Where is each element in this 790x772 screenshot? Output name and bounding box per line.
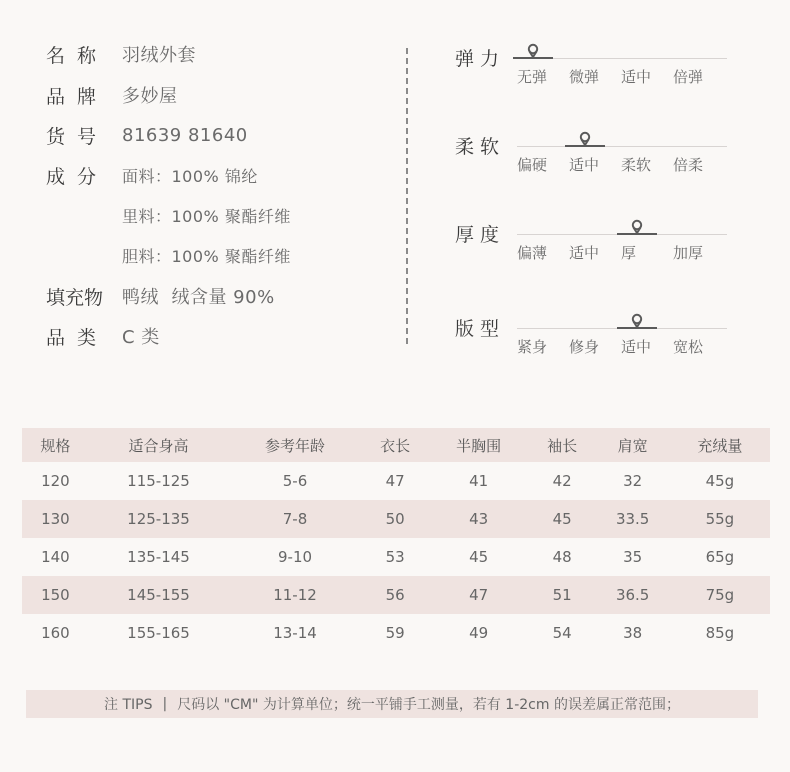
table-cell: 140: [41, 548, 70, 566]
scale-option: 偏薄: [517, 244, 548, 262]
table-cell: 42: [552, 472, 572, 490]
table-cell: 5-6: [282, 472, 308, 490]
table-cell: 75g: [705, 586, 735, 604]
name-label: 名称: [46, 44, 109, 67]
scale-option: 倍柔: [673, 156, 704, 174]
category-label: 品类: [46, 326, 109, 349]
table-cell: 43: [469, 510, 489, 528]
table-header-row: [22, 428, 770, 462]
scale-track: [517, 146, 727, 147]
table-cell: 155-165: [127, 624, 190, 642]
table-cell: 65g: [705, 548, 735, 566]
brand-row: [46, 83, 178, 107]
table-cell: 35: [623, 548, 643, 566]
table-cell: 130: [41, 510, 70, 528]
tips-bar: [26, 690, 758, 718]
scale-option: 适中: [569, 156, 600, 174]
scale-options: [517, 66, 737, 87]
table-cell: 51: [552, 586, 572, 604]
attribute-name: 厚度: [455, 224, 506, 246]
table-cell: 125-135: [127, 510, 190, 528]
table-row: [22, 614, 770, 652]
attribute-fit: [455, 314, 735, 374]
table-row: [22, 500, 770, 538]
table-cell: 38: [623, 624, 643, 642]
composition-liner: 胆料：100% 聚酯纤维: [122, 246, 291, 266]
scale-option: 微弹: [569, 68, 600, 86]
column-header: 肩宽: [617, 436, 648, 455]
scale-option: 修身: [569, 338, 600, 356]
table-cell: 45g: [705, 472, 735, 490]
scale-track: [517, 234, 727, 235]
table-cell: 48: [552, 548, 572, 566]
scale-option: 厚: [621, 244, 637, 262]
table-cell: 145-155: [127, 586, 190, 604]
composition-lining: 里料：100% 聚酯纤维: [122, 206, 291, 226]
column-header: 参考年龄: [265, 436, 326, 455]
attribute-softness: [455, 132, 735, 192]
scale-option: 宽松: [673, 338, 704, 356]
name-row: [46, 42, 196, 66]
table-cell: 9-10: [277, 548, 313, 566]
table-cell: 55g: [705, 510, 735, 528]
table-cell: 115-125: [127, 472, 190, 490]
table-cell: 47: [385, 472, 405, 490]
sku-value: 81639 81640: [122, 124, 248, 146]
scale-options: [517, 336, 737, 357]
scale-option: 无弹: [517, 68, 548, 86]
table-row: [22, 462, 770, 500]
scale-option: 适中: [569, 244, 600, 262]
category-value: C 类: [122, 327, 160, 348]
table-cell: 59: [385, 624, 405, 642]
table-cell: 160: [41, 624, 70, 642]
table-cell: 47: [469, 586, 489, 604]
size-table: [22, 428, 770, 652]
attribute-name: 弹力: [455, 48, 506, 70]
table-cell: 7-8: [282, 510, 308, 528]
scale-track: [517, 58, 727, 59]
table-cell: 33.5: [615, 510, 650, 528]
composition-shell: 面料：100% 锦纶: [122, 166, 258, 186]
location-pin-icon: [577, 131, 593, 147]
column-header: 衣长: [380, 436, 411, 455]
filling-label: 填充物: [46, 286, 104, 309]
sku-label: 货号: [46, 125, 109, 148]
column-header: 规格: [40, 436, 71, 455]
table-cell: 49: [469, 624, 489, 642]
composition-label: 成分: [46, 165, 109, 188]
scale-option: 加厚: [673, 244, 704, 262]
tips-text: 尺码以 "CM" 为计算单位；统一平铺手工测量，若有 1-2cm 的误差属正常范围；: [177, 697, 680, 713]
location-pin-icon: [629, 313, 645, 329]
attribute-elasticity: [455, 44, 735, 104]
composition-row: [46, 163, 258, 187]
table-cell: 13-14: [273, 624, 317, 642]
category-row: [46, 324, 160, 348]
column-header: 袖长: [547, 436, 578, 455]
name-value: 羽绒外套: [122, 45, 196, 66]
table-cell: 45: [469, 548, 489, 566]
scale-option: 适中: [621, 68, 652, 86]
scale-option: 倍弹: [673, 68, 704, 86]
table-cell: 11-12: [273, 586, 317, 604]
table-cell: 41: [469, 472, 489, 490]
scale-options: [517, 242, 737, 263]
table-row: [22, 576, 770, 614]
table-cell: 45: [552, 510, 572, 528]
scale-options: [517, 154, 737, 175]
table-row: [22, 538, 770, 576]
filling-value: 鸭绒 绒含量 90%: [122, 287, 275, 308]
scale-option: 紧身: [517, 338, 548, 356]
scale-option: 柔软: [621, 156, 652, 174]
table-cell: 32: [623, 472, 643, 490]
scale-option: 偏硬: [517, 156, 548, 174]
table-cell: 54: [552, 624, 572, 642]
tips-separator: |: [162, 696, 168, 712]
tips-label: 注 TIPS: [104, 697, 153, 713]
scale-option: 适中: [621, 338, 652, 356]
column-header: 适合身高: [128, 436, 189, 455]
dashed-divider: [406, 48, 408, 344]
sku-row: [46, 123, 248, 147]
location-pin-icon: [629, 219, 645, 235]
attribute-name: 柔软: [455, 136, 506, 158]
brand-value: 多妙屋: [122, 86, 178, 107]
table-cell: 50: [385, 510, 405, 528]
table-cell: 56: [385, 586, 405, 604]
filling-row: [46, 284, 275, 308]
table-cell: 36.5: [615, 586, 650, 604]
column-header: 半胸围: [456, 436, 502, 455]
attribute-name: 版型: [455, 318, 506, 340]
attribute-thickness: [455, 220, 735, 280]
table-cell: 150: [41, 586, 70, 604]
table-cell: 120: [41, 472, 70, 490]
brand-label: 品牌: [46, 85, 109, 108]
table-cell: 53: [385, 548, 405, 566]
table-cell: 85g: [705, 624, 735, 642]
location-pin-icon: [525, 43, 541, 59]
table-cell: 135-145: [127, 548, 190, 566]
scale-track: [517, 328, 727, 329]
column-header: 充绒量: [697, 436, 743, 455]
